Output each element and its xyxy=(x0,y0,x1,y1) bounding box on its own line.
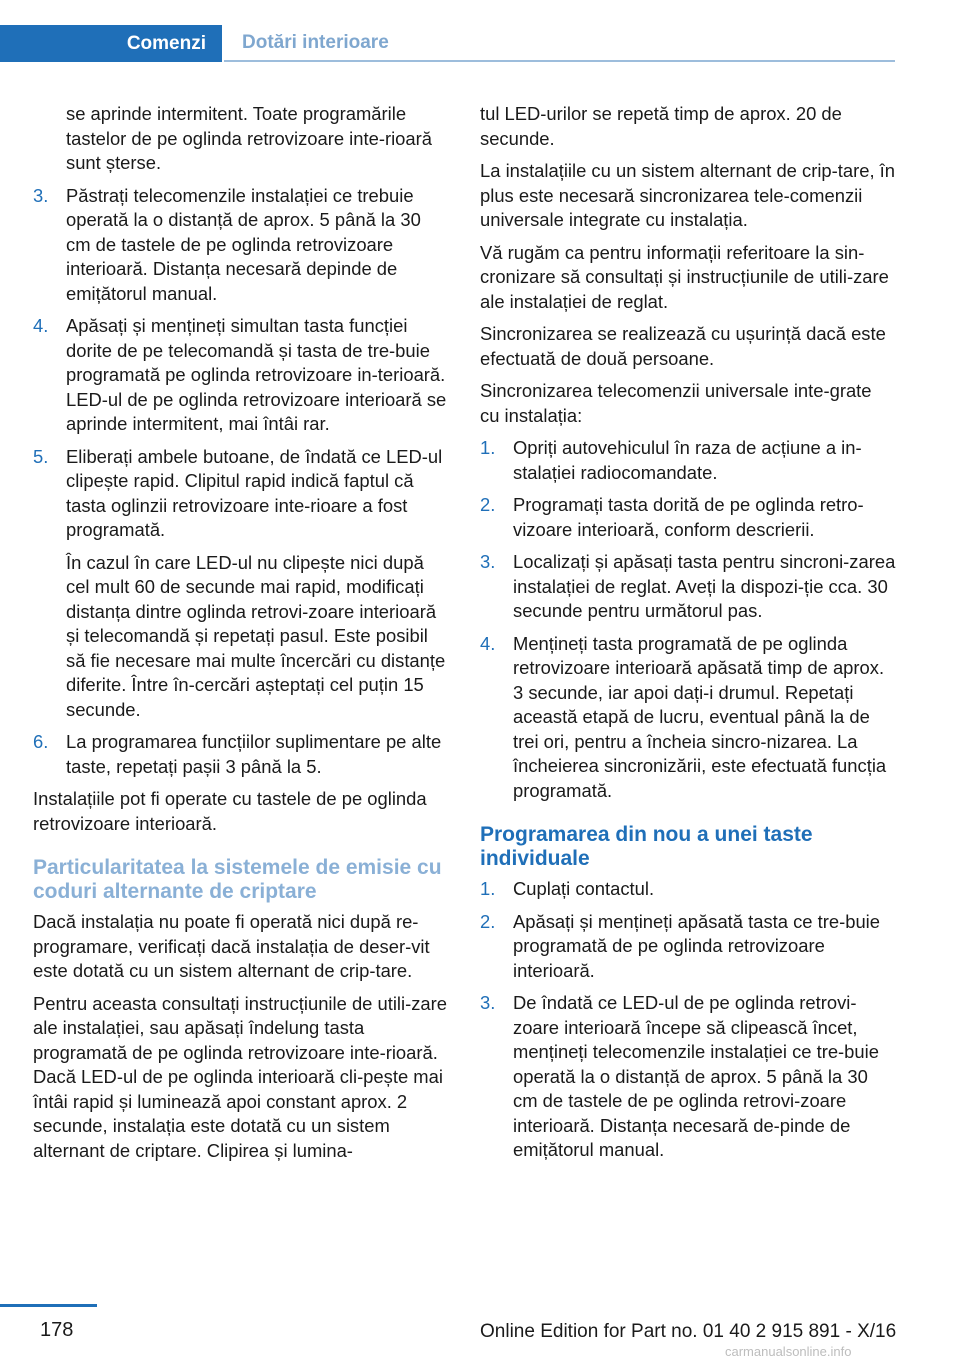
list-text: Programați tasta dorită de pe oglinda retro-vizoare interioară, conform descrierii. xyxy=(513,494,864,540)
list-number: 4. xyxy=(33,315,49,336)
paragraph: La instalațiile cu un sistem alternant de crip-tare, în plus este necesară sincronizarea tele-comenzii universale integrate cu instalația. xyxy=(480,160,896,230)
list-text: La programarea funcțiilor suplimentare pe alte taste, repetați pașii 3 până la 5. xyxy=(66,731,442,777)
section-heading: Programarea din nou a unei taste individuale xyxy=(480,823,813,870)
paragraph: Sincronizarea se realizează cu ușurință dacă este efectuată de două persoane. xyxy=(480,323,886,369)
list-number: 5. xyxy=(33,445,49,467)
header-tabs xyxy=(0,25,895,62)
list-number: 2. xyxy=(480,910,496,932)
list-item xyxy=(480,550,896,624)
paragraph: Vă rugăm ca pentru informații referitoare la sin-cronizare să consultați și instrucțiunile de utili-zare ale instalației de reglat. xyxy=(480,241,889,312)
edition-label: Online Edition for Part no. 01 40 2 915 891 - X/16 xyxy=(480,1321,897,1342)
paragraph: Sincronizarea telecomenzii universale inte-grate cu instalația: xyxy=(480,380,872,426)
list-number: 6. xyxy=(33,731,49,752)
list-item xyxy=(480,632,896,804)
list-item xyxy=(480,436,896,485)
list-number: 3. xyxy=(480,551,496,572)
page-number: 178 xyxy=(40,1319,74,1341)
left-column xyxy=(33,102,449,1171)
list-text: Opriți autovehiculul în raza de acțiune a in-stalației radiocomandate. xyxy=(513,437,862,483)
paragraph: Dacă instalația nu poate fi operată nici după re-programare, verificați dacă instalația de deser-vit este dotată cu un sistem alternant de crip-tare. xyxy=(33,911,430,981)
list-item xyxy=(480,493,896,542)
list-text: Cuplați contactul. xyxy=(513,878,655,899)
list-number: 4. xyxy=(480,632,496,654)
tab-comenzi[interactable]: Comenzi xyxy=(0,25,222,62)
list-number: 2. xyxy=(480,494,496,515)
list-number: 1. xyxy=(480,437,496,458)
list-item xyxy=(33,184,449,307)
footer-divider xyxy=(0,1304,97,1307)
paragraph: tul LED-urilor se repetă timp de aprox. 20 de secunde. xyxy=(480,103,842,149)
section-heading: Particularitatea la sistemele de emisie cu coduri alternante de criptare xyxy=(33,856,442,903)
paragraph: Instalațiile pot fi operate cu tastele de pe oglinda retrovizoare interioară. xyxy=(33,788,427,834)
tab-dotari-interioare[interactable]: Dotări interioare xyxy=(224,25,895,62)
list-text: Păstrați telecomenzile instalației ce trebuie operată la o distanță de aprox. 5 până la 30 cm de tastele de pe oglinda retrovizoare interioară. Distanța necesară depinde de emițătorul manual. xyxy=(66,184,421,304)
paragraph: Pentru aceasta consultați instrucțiunile de utili-zare ale instalației, sau apăsați îndelung tasta programată de pe oglinda retrovizoare inte-rioară. Dacă LED-ul de pe oglinda interioară cli-pește mai întâi rapid și luminează apoi constant aprox. 2 secunde, instalația este dotată cu un sistem alternant de criptare. Clipirea și lumina- xyxy=(33,992,448,1161)
list-item xyxy=(480,991,896,1163)
list-text: De îndată ce LED-ul de pe oglinda retrovi-zoare interioară începe să clipească încet, mențineți telecomenzile instalației ce tre-buie operată la o distanță de aprox. 5 până la 30 cm de tastele de pe oglinda retrovi-zoare interioară. Distanța necesară de-pinde de emițătorul manual. xyxy=(513,992,879,1160)
list-text: Localizați și apăsați tasta pentru sincroni-zarea instalației de reglat. Aveți la dispozi-ție cca. 30 secunde pentru următorul pas. xyxy=(513,551,896,621)
list-text: Apăsați și mențineți simultan tasta funcției dorite de pe telecomandă și tasta de tre-buie programată pe oglinda retrovizoare in-terioară. LED-ul de pe oglinda retrovizoare interioară se aprinde intermitent, mai întâi rar. xyxy=(66,315,447,434)
list-item xyxy=(33,730,449,779)
list-text: Mențineți tasta programată de pe oglinda retrovizoare interioară apăsată timp de aprox. 3 secunde, iar apoi dați-i drumul. Repetați această etapă de lucru, eventual până la de trei ori, pentru a încheia sincro-nizarea. La încheierea sincronizării, este efectuată funcția programată. xyxy=(513,632,887,801)
list-number: 3. xyxy=(480,992,496,1013)
watermark: carmanualsonline.info xyxy=(725,1344,852,1359)
list-text: Eliberați ambele butoane, de îndată ce LED-ul clipește rapid. Clipitul rapid indică faptul că tasta oglinzii retrovizoare inte-rioare a fost programată. xyxy=(66,445,443,540)
list-item xyxy=(480,910,896,984)
list-text: Apăsați și mențineți apăsată tasta ce tre-buie programată de pe oglinda retrovizoare interioară. xyxy=(513,910,880,981)
list-item xyxy=(33,445,449,723)
list-number: 3. xyxy=(33,184,49,206)
list-number: 1. xyxy=(480,878,496,899)
right-column xyxy=(480,102,896,1171)
list-item xyxy=(33,314,449,437)
list-subparagraph: În cazul în care LED-ul nu clipește nici după cel mult 60 de secunde mai rapid, modificați distanța dintre oglinda retrovi-zoare interioară și telecomandă și repetați pasul. Este posibil să fie necesare mai multe încercări cu distanțe diferite. Între în-cercări așteptați cel puțin 15 secunde. xyxy=(66,551,446,720)
list-item-continuation: se aprinde intermitent. Toate programările tastelor de pe oglinda retrovizoare inte-rioară sunt șterse. xyxy=(66,103,432,173)
list-item xyxy=(480,877,896,902)
